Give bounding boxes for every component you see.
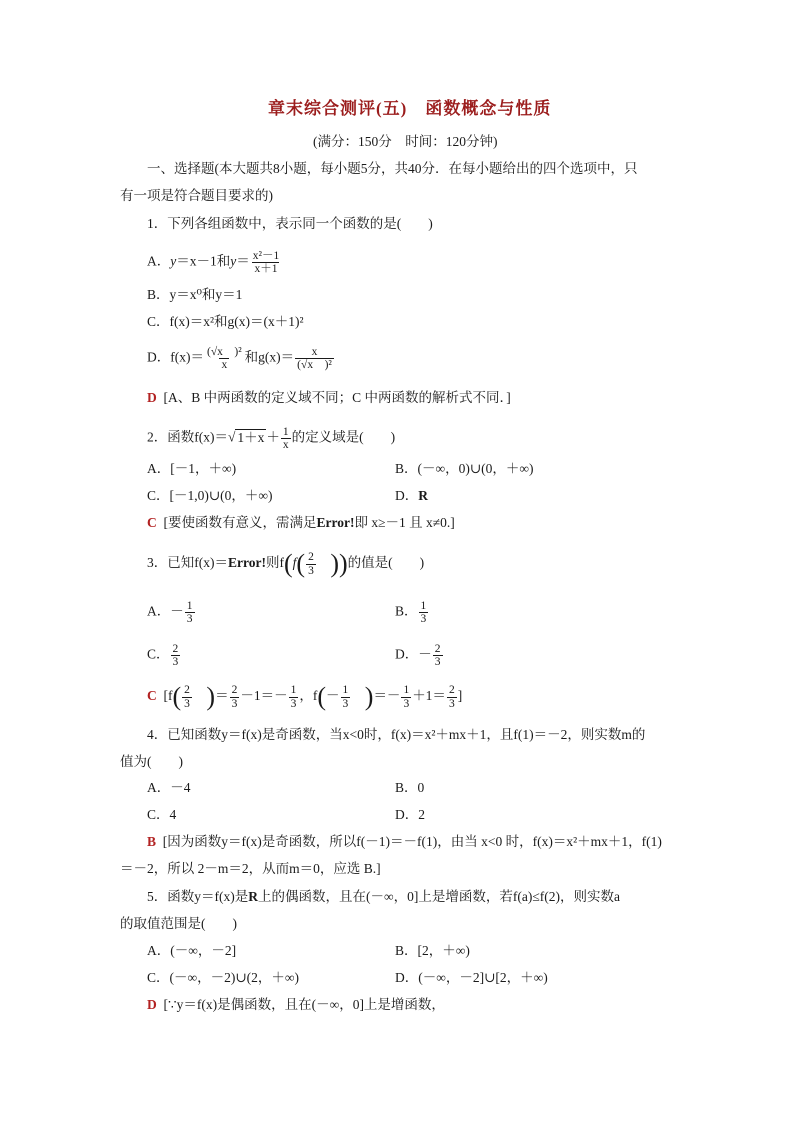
q3-a-num: 1 [186,600,193,612]
q3-sol-lparen2: ( [317,682,327,711]
q5-answer-letter: D [147,997,157,1012]
q3-c-label: C． [147,646,170,662]
q1-d-fraction2 [295,346,334,371]
q3-sol-fraction5 [401,684,411,709]
q4-option-b: B．0 [395,780,425,795]
q3-sol-3: －1＝－ [240,688,288,704]
q3-option-b [395,600,429,625]
q2-sqrt: 1＋x [237,429,265,445]
q3-sol-d6: 3 [448,697,455,710]
q5-option-c: C．(－∞，－2)∪(2，＋∞) [147,970,300,985]
q1-a-label: A． [147,253,171,269]
q2-answer-pre: [要使函数有意义，需满足 [163,515,317,530]
q3-d-fraction [433,643,443,668]
q3-sol-n4: 1 [342,684,349,697]
q3-option-c [147,643,181,668]
q1-a-den: x＋1 [254,263,278,276]
q5-answer [147,998,445,1012]
q3-sol-5: － [326,688,340,704]
q3-sol-fraction1 [182,684,192,709]
q3-option-d [395,643,444,668]
q5-option-a: A．(－∞，－2] [147,943,237,958]
q2-answer-letter: C [147,515,157,530]
q3-d-num: 2 [434,643,441,655]
q3-d-den: 3 [434,656,441,669]
q4-stem-line2: 值为( ) [120,754,183,769]
section-heading-line2: 有一项是符合题目要求的) [120,188,273,203]
q3-stem-fraction [306,551,316,576]
q3-stem [147,551,424,577]
q3-sol-n5: 1 [403,684,410,697]
q5-answer-text: [∵y＝f(x)是偶函数，且在(－∞，0]上是增函数， [163,997,445,1012]
q3-answer [147,684,462,710]
q1-d-num1: (√x )² [207,346,242,358]
q1-d-fraction1 [205,346,244,371]
q3-sol-n3: 1 [290,684,297,697]
q3-sol-n6: 2 [448,684,455,697]
q3-num: 2 [308,551,314,564]
q3-c-fraction [171,643,181,668]
q3-c-den: 3 [172,656,179,669]
q1-option-c: C．f(x)＝x²和g(x)＝(x＋1)² [147,314,304,329]
q3-stem-mid: 则f [265,555,284,571]
q3-a-label: A．－ [147,603,184,619]
q2-den: x [282,439,289,452]
q3-b-num: 1 [420,600,427,612]
q3-stem-pre: 3．已知f(x)＝ [147,555,228,571]
q2-stem-post: 的定义域是( ) [291,429,396,445]
q3-sol-rparen2: ) [364,682,374,711]
q3-option-a [147,600,196,625]
q3-sol-6: ＝－ [373,688,401,704]
q2-answer-error: Error! [316,515,355,530]
q1-stem: 1．下列各组函数中，表示同一个函数的是( ) [147,216,433,231]
q1-d-den1: x [221,359,228,372]
q2-option-a: A．[－1，＋∞) [147,461,237,476]
q3-sol-d1: 3 [184,697,190,710]
q2-fraction [281,426,291,451]
q1-d-num2: x [311,346,318,358]
q3-d-label: D．－ [395,646,432,662]
q5-stem-post: 上的偶函数，且在(－∞，0]上是增函数，若f(a)≤f(2)，则实数a [258,889,620,904]
q2-option-c: C．[－1,0)∪(0，＋∞) [147,488,273,503]
q3-sol-7: ＋1＝ [412,688,446,704]
q4-answer-letter: B [147,834,157,849]
q3-sol-fraction6 [447,684,457,709]
q3-sol-lparen1: ( [172,682,182,711]
q2-stem: 2．函数f(x)＝√ 1＋x ＋ $\frac{1}{x}$ 的定义域是( ) [147,426,396,452]
q4-option-d: D．2 [395,807,425,822]
section-heading-line1: 一、选择题(本大题共8小题，每小题5分，共40分．在每小题给出的四个选项中，只 [147,161,638,176]
q3-sol-4: ，f [299,688,318,704]
q3-sol-rparen1: ) [206,682,216,711]
q2-stem-pre: 2．函数f(x)＝ [147,429,228,445]
q3-sol-d3: 3 [290,697,297,710]
q3-b-den: 3 [420,613,427,626]
q3-f-inner: f [292,555,297,571]
q1-answer-text: [A、B 中两函数的定义域不同；C 中两函数的解析式不同．] [163,390,511,405]
q3-sol-1: [f [163,688,173,704]
q3-sol-fraction2 [230,684,240,709]
q4-answer-text1: [因为函数y＝f(x)是奇函数，所以f(－1)＝－f(1)，由当 x<0 时，f(x)＝x²＋mx＋1，f(1) [162,834,662,849]
q4-option-c: C．4 [147,807,177,822]
q3-error: Error! [228,555,266,571]
q2-d-value: R [418,488,428,503]
q1-a-y1: y [170,253,177,269]
q5-stem-pre: 5．函数y＝f(x)是 [147,889,249,904]
q5-option-b: B．[2，＋∞) [395,943,470,958]
q2-option-d [395,489,428,503]
q4-answer-line2: ＝－2，所以 2－m＝2，从而m＝0，应选 B.] [120,861,381,876]
q1-d-mid: 和g(x)＝ [244,349,295,365]
q3-a-fraction [185,600,195,625]
q3-sol-d2: 3 [231,697,238,710]
q4-stem-line1: 4．已知函数y＝f(x)是奇函数，当x<0时，f(x)＝x²＋mx＋1，且f(1)＝－2，则实数m的 [147,727,646,742]
q1-answer-letter: D [147,390,157,405]
q3-sol-fraction4 [341,684,351,709]
q3-answer-letter: C [147,688,157,704]
q1-a-y2: y [230,253,237,269]
q3-a-den: 3 [186,613,193,626]
q1-option-d [147,346,335,371]
q3-sol-n2: 2 [231,684,238,697]
q2-option-b: B．(－∞，0)∪(0，＋∞) [395,461,534,476]
q5-stem-line1 [147,890,620,904]
q3-lparen-inner: ( [296,549,306,578]
page-subtitle: (满分：150分 时间：120分钟) [313,134,498,149]
page-title: 章末综合测评(五) 函数概念与性质 [268,99,552,118]
q3-lparen-outer: ( [283,549,293,578]
q1-answer [147,391,511,405]
q3-sol-d5: 3 [403,697,410,710]
q5-option-d: D．(－∞，－2]∪[2，＋∞) [395,970,548,985]
q3-b-fraction [419,600,429,625]
q2-num: 1 [282,426,289,438]
q3-c-num: 2 [172,643,179,655]
q1-a-fraction [251,250,281,275]
q2-answer [147,516,455,530]
q3-stem-post: 的值是( ) [347,555,425,571]
q3-rparen: )) [330,549,348,578]
q3-sol-fraction3 [289,684,299,709]
q1-option-b: B．y＝x⁰和y＝1 [147,287,243,302]
q3-sol-8: ] [457,688,463,704]
q3-b-label: B． [395,603,418,619]
q2-d-label: D． [395,488,419,503]
q1-a-mid: ＝x－1和 [176,253,231,269]
q4-option-a: A．－4 [147,780,191,795]
q1-a-num: x²－1 [252,250,280,262]
q5-stem-line2: 的取值范围是( ) [120,916,237,931]
q5-stem-r: R [248,889,258,904]
q2-plus: ＋ [266,429,280,445]
q3-sol-2: ＝ [215,688,229,704]
q3-sol-d4: 3 [342,697,349,710]
q4-answer-line1 [147,835,662,849]
q3-den: 3 [308,564,314,577]
q1-d-label: D．f(x)＝ [147,349,204,365]
q1-a-eq: ＝ [236,253,250,269]
q1-option-a [147,250,282,275]
q2-answer-post: 即 x≥－1 且 x≠0.] [354,515,455,530]
q3-sol-n1: 2 [184,684,190,697]
q1-d-den2: (√x )² [297,359,332,372]
